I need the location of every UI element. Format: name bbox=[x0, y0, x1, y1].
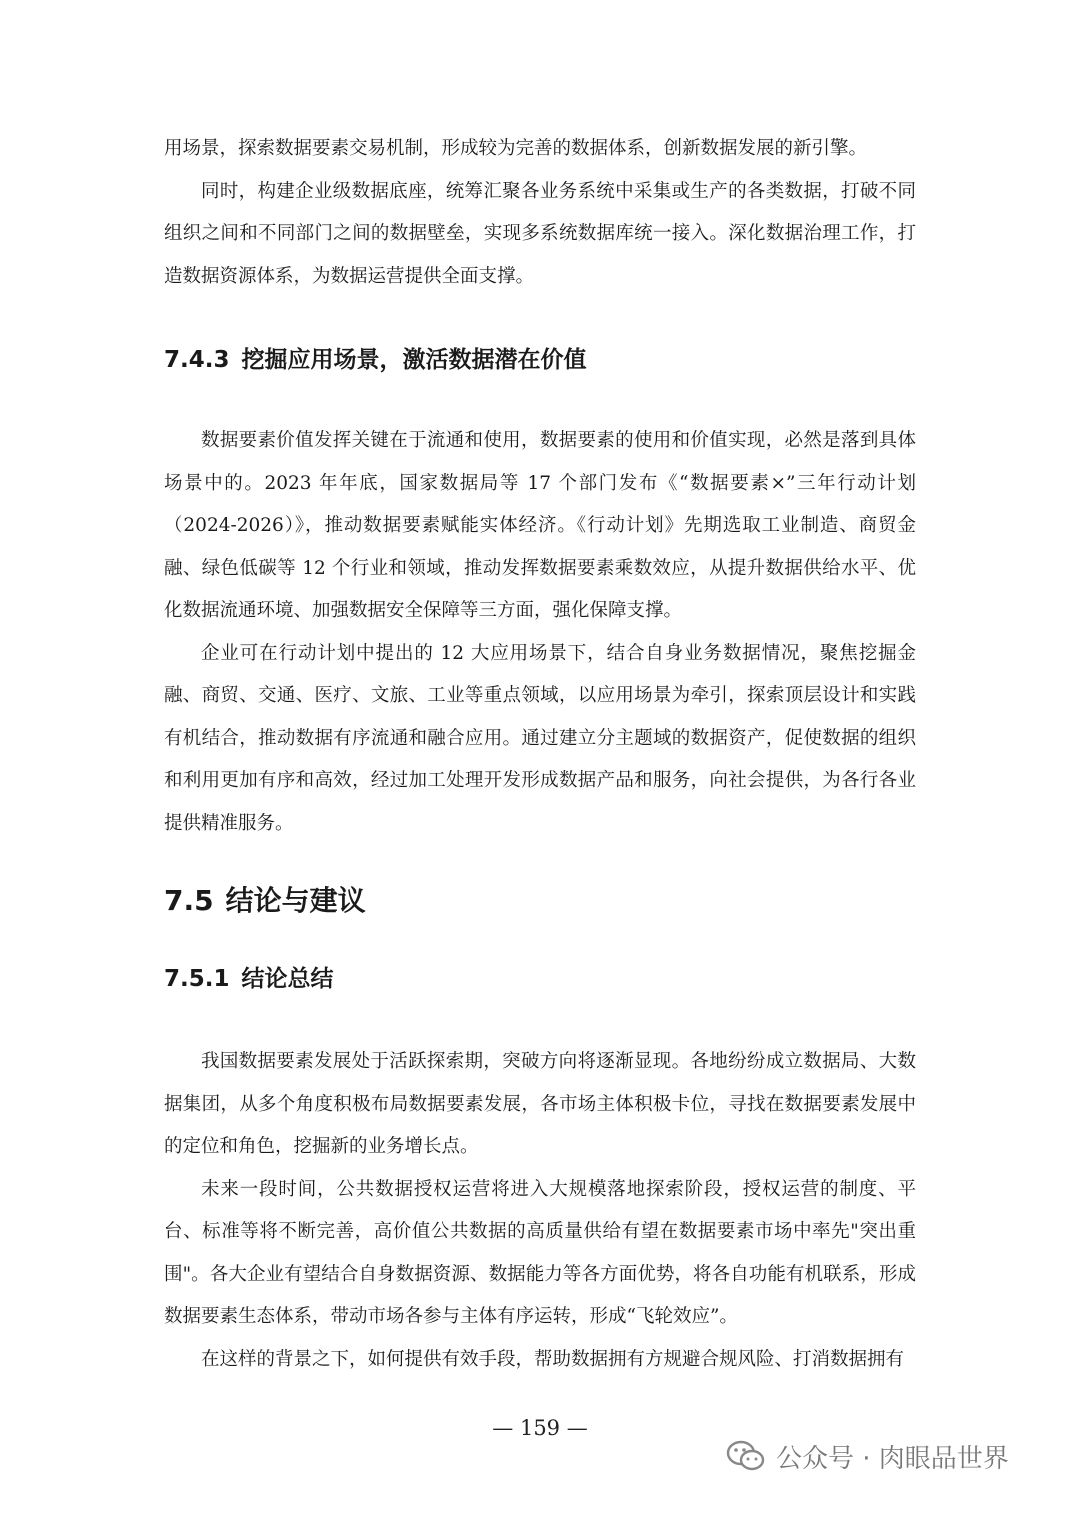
watermark-text: 公众号 · 肉眼品世界 bbox=[776, 1443, 1009, 1474]
section-number: 7.5 bbox=[164, 884, 214, 917]
section-heading-7-4-3 bbox=[164, 340, 916, 380]
section-heading-7-5-1 bbox=[164, 959, 916, 999]
section-number: 7.5.1 bbox=[164, 966, 230, 992]
section-number: 7.4.3 bbox=[164, 347, 230, 373]
paragraph: 我国数据要素发展处于活跃探索期，突破方向将逐渐显现。各地纷纷成立数据局、大数据集团，从多个角度积极布局数据要素发展，各市场主体积极卡位，寻找在数据要素发展中的定位和角色，挖掘新的业务增长点。 bbox=[164, 1051, 916, 1157]
paragraph: 同时，构建企业级数据底座，统筹汇聚各业务系统中采集或生产的各类数据，打破不同组织之间和不同部门之间的数据壁垒，实现多系统数据库统一接入。深化数据治理工作，打造数据资源体系，为数据运营提供全面支撑。 bbox=[164, 180, 916, 287]
watermark bbox=[726, 1434, 1009, 1478]
paragraph: 在这样的背景之下，如何提供有效手段，帮助数据拥有方规避合规风险、打消数据拥有 bbox=[201, 1348, 905, 1370]
page-content bbox=[164, 128, 916, 1381]
paragraph: 企业可在行动计划中提出的 12 大应用场景下，结合自身业务数据情况，聚焦挖掘金融、商贸、交通、医疗、文旅、工业等重点领域，以应用场景为牵引，探索顶层设计和实践有机结合，推动数据有序流通和融合应用。通过建立分主题域的数据资产，促使数据的组织和利用更加有序和高效，经过加工处理开发形成数据产品和服务，向社会提供，为各行各业提供精准服务。 bbox=[164, 642, 916, 834]
wechat-icon bbox=[726, 1439, 766, 1473]
paragraph: 未来一段时间，公共数据授权运营将进入大规模落地探索阶段，授权运营的制度、平台、标准等将不断完善，高价值公共数据的高质量供给有望在数据要素市场中率先"突出重围"。各大企业有望结合自身数据资源、数据能力等各方面优势，将各自功能有机联系，形成数据要素生态体系，带动市场各参与主体有序运转，形成“飞轮效应”。 bbox=[164, 1178, 916, 1327]
paragraph: 数据要素价值发挥关键在于流通和使用，数据要素的使用和价值实现，必然是落到具体场景中的。2023 年年底，国家数据局等 17 个部门发布《“数据要素×”三年行动计划（2024-2026）》，推动数据要素赋能实体经济。《行动计划》先期选取工业制造、商贸金融、绿色低碳等 12 个行业和领域，推动发挥数据要素乘数效应，从提升数据供给水平、优化数据流通环境、加强数据安全保障等三方面，强化保障支撑。 bbox=[164, 430, 916, 621]
page-number: — 159 — bbox=[492, 1416, 588, 1440]
section-title: 挖掘应用场景，激活数据潜在价值 bbox=[241, 347, 587, 373]
section-heading-7-5 bbox=[164, 879, 916, 923]
paragraph-continued: 用场景，探索数据要素交易机制，形成较为完善的数据体系，创新数据发展的新引擎。 bbox=[164, 138, 868, 159]
section-title: 结论总结 bbox=[241, 966, 334, 992]
section-title: 结论与建议 bbox=[225, 884, 366, 917]
